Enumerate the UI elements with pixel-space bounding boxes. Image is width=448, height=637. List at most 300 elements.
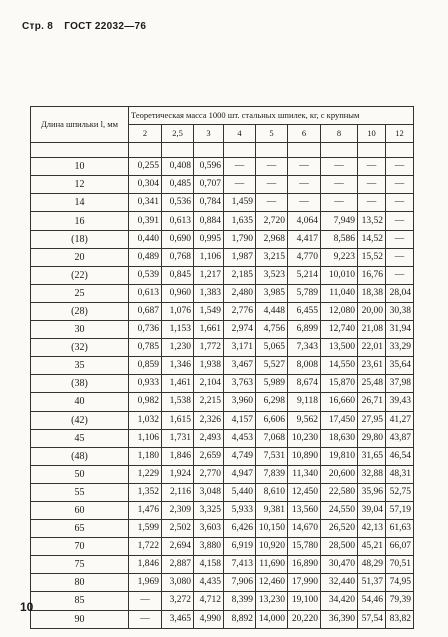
page-header (22, 21, 154, 32)
mass-cell: 4,448 (256, 302, 288, 320)
mass-cell: 1,538 (162, 393, 194, 411)
length-cell: 60 (31, 501, 129, 519)
mass-cell: 31,65 (358, 447, 386, 465)
mass-cell: 2,309 (162, 501, 194, 519)
mass-cell: 3,080 (162, 574, 194, 592)
table-row (31, 212, 414, 230)
mass-cell: 4,770 (288, 248, 321, 266)
table-row (31, 284, 414, 302)
mass-cell: 46,54 (386, 447, 414, 465)
mass-cell: 1,987 (224, 248, 256, 266)
mass-cell: 14,000 (256, 610, 288, 628)
table-row (31, 302, 414, 320)
mass-cell: 37,98 (386, 375, 414, 393)
mass-cell: — (321, 194, 358, 212)
mass-cell: 0,768 (162, 248, 194, 266)
table-row (31, 538, 414, 556)
mass-cell: 0,613 (162, 212, 194, 230)
mass-cell: 33,29 (386, 339, 414, 357)
mass-cell: 14,550 (321, 357, 358, 375)
mass-cell: 28,04 (386, 284, 414, 302)
mass-cell: 4,947 (224, 465, 256, 483)
mass-cell: 0,707 (194, 176, 224, 194)
mass-cell: — (386, 176, 414, 194)
mass-cell: 1,383 (194, 284, 224, 302)
mass-cell: 45,21 (358, 538, 386, 556)
mass-cell: 6,298 (256, 393, 288, 411)
mass-cell: 7,068 (256, 429, 288, 447)
mass-cell: 4,749 (224, 447, 256, 465)
mass-cell: 22,01 (358, 339, 386, 357)
mass-cell: 57,54 (358, 610, 386, 628)
mass-cell: 2,770 (194, 465, 224, 483)
mass-cell: 34,420 (321, 592, 358, 610)
mass-cell: 16,76 (358, 266, 386, 284)
mass-cell: 5,065 (256, 339, 288, 357)
mass-cell: 74,95 (386, 574, 414, 592)
mass-cell: — (256, 194, 288, 212)
mass-cell: 0,391 (129, 212, 162, 230)
mass-cell: 26,520 (321, 520, 358, 538)
mass-cell: — (129, 610, 162, 628)
mass-cell: 35,96 (358, 483, 386, 501)
mass-cell: 7,906 (224, 574, 256, 592)
table-body (31, 143, 414, 628)
mass-cell: 0,255 (129, 158, 162, 176)
mass-cell: 2,480 (224, 284, 256, 302)
diameter-header: 12 (386, 125, 414, 143)
length-cell: 45 (31, 429, 129, 447)
mass-cell: 8,674 (288, 375, 321, 393)
mass-cell: 1,106 (129, 429, 162, 447)
mass-cell: 61,63 (386, 520, 414, 538)
mass-cell: 1,076 (162, 302, 194, 320)
mass-cell: 3,603 (194, 520, 224, 538)
mass-cell: — (129, 592, 162, 610)
length-cell: 35 (31, 357, 129, 375)
mass-cell: 1,615 (162, 411, 194, 429)
mass-cell: 51,37 (358, 574, 386, 592)
mass-cell: 2,659 (194, 447, 224, 465)
page-label: Стр. 8 (22, 21, 54, 32)
mass-cell: 6,426 (224, 520, 256, 538)
mass-cell: 16,660 (321, 393, 358, 411)
mass-cell: 4,435 (194, 574, 224, 592)
page-number: 10 (20, 600, 34, 614)
mass-cell: 1,032 (129, 411, 162, 429)
mass-cell: 5,214 (288, 266, 321, 284)
mass-cell: 1,229 (129, 465, 162, 483)
mass-cell: 41,27 (386, 411, 414, 429)
table-row (31, 230, 414, 248)
mass-cell: 6,919 (224, 538, 256, 556)
mass-cell: 1,846 (129, 556, 162, 574)
mass-cell: — (358, 176, 386, 194)
mass-cell: 4,157 (224, 411, 256, 429)
mass-cell: — (358, 194, 386, 212)
mass-cell: 15,780 (288, 538, 321, 556)
length-cell: 85 (31, 592, 129, 610)
length-cell: 20 (31, 248, 129, 266)
mass-cell: 4,756 (256, 321, 288, 339)
mass-cell: 1,153 (162, 321, 194, 339)
mass-cell: 7,413 (224, 556, 256, 574)
table-row (31, 248, 414, 266)
mass-cell: 1,846 (162, 447, 194, 465)
mass-cell: 0,536 (162, 194, 194, 212)
mass-cell: 0,845 (162, 266, 194, 284)
mass-cell: — (224, 176, 256, 194)
mass-cell: 11,040 (321, 284, 358, 302)
length-cell: 14 (31, 194, 129, 212)
mass-cell: 0,933 (129, 375, 162, 393)
mass-cell: 17,450 (321, 411, 358, 429)
mass-cell: 12,740 (321, 321, 358, 339)
length-cell: 80 (31, 574, 129, 592)
mass-cell: 3,985 (256, 284, 288, 302)
mass-cell: — (386, 158, 414, 176)
length-cell: (32) (31, 339, 129, 357)
mass-cell: 2,493 (194, 429, 224, 447)
mass-cell: 2,974 (224, 321, 256, 339)
mass-cell: 10,920 (256, 538, 288, 556)
mass-cell: — (386, 194, 414, 212)
diameter-header: 8 (321, 125, 358, 143)
mass-cell: 1,352 (129, 483, 162, 501)
mass-cell: 3,215 (256, 248, 288, 266)
mass-cell: 28,500 (321, 538, 358, 556)
mass-cell: 1,924 (162, 465, 194, 483)
mass-cell: 66,07 (386, 538, 414, 556)
mass-cell: 0,485 (162, 176, 194, 194)
standard-code: ГОСТ 22032—76 (64, 21, 147, 32)
mass-cell: 0,785 (129, 339, 162, 357)
mass-cell: 1,461 (162, 375, 194, 393)
table-row (31, 483, 414, 501)
mass-cell: 79,39 (386, 592, 414, 610)
mass-cell: 0,960 (162, 284, 194, 302)
mass-cell: 27,95 (358, 411, 386, 429)
length-cell: 40 (31, 393, 129, 411)
mass-cell: 3,880 (194, 538, 224, 556)
mass-cell: 3,171 (224, 339, 256, 357)
mass-cell: 52,75 (386, 483, 414, 501)
length-cell: (22) (31, 266, 129, 284)
diameter-header: 10 (358, 125, 386, 143)
mass-cell: 26,71 (358, 393, 386, 411)
mass-cell: 2,968 (256, 230, 288, 248)
mass-cell: 31,94 (386, 321, 414, 339)
mass-cell: 1,790 (224, 230, 256, 248)
mass-cell: 20,600 (321, 465, 358, 483)
length-cell: 75 (31, 556, 129, 574)
mass-cell: 1,476 (129, 501, 162, 519)
mass-cell: 22,580 (321, 483, 358, 501)
mass-cell: 3,960 (224, 393, 256, 411)
mass-cell: — (386, 266, 414, 284)
mass-cell: 0,736 (129, 321, 162, 339)
mass-cell: 15,52 (358, 248, 386, 266)
length-cell: 25 (31, 284, 129, 302)
mass-cell: 3,763 (224, 375, 256, 393)
diameter-header: 4 (224, 125, 256, 143)
mass-cell: — (386, 230, 414, 248)
mass-cell: 0,596 (194, 158, 224, 176)
mass-cell: 43,87 (386, 429, 414, 447)
mass-cell: 57,19 (386, 501, 414, 519)
table-row (31, 501, 414, 519)
mass-cell: 2,116 (162, 483, 194, 501)
mass-cell: 36,390 (321, 610, 358, 628)
mass-cell: 1,346 (162, 357, 194, 375)
mass-cell: 8,610 (256, 483, 288, 501)
mass-cell: 19,100 (288, 592, 321, 610)
mass-cell: 39,04 (358, 501, 386, 519)
table-row (31, 556, 414, 574)
mass-cell: 2,185 (224, 266, 256, 284)
length-cell: 70 (31, 538, 129, 556)
mass-cell: 2,502 (162, 520, 194, 538)
mass-cell: 5,989 (256, 375, 288, 393)
mass-cell: 0,304 (129, 176, 162, 194)
mass-cell: 0,489 (129, 248, 162, 266)
mass-cell: 17,990 (288, 574, 321, 592)
mass-cell: 7,531 (256, 447, 288, 465)
mass-cell: 0,884 (194, 212, 224, 230)
table-row (31, 357, 414, 375)
mass-column-header: Теоретическая масса 1000 шт. стальных шпилек, кг, с крупным (129, 107, 414, 125)
mass-cell: 2,104 (194, 375, 224, 393)
mass-cell: 29,80 (358, 429, 386, 447)
mass-cell: 12,080 (321, 302, 358, 320)
mass-cell: 10,230 (288, 429, 321, 447)
mass-cell: 0,408 (162, 158, 194, 176)
table-row (31, 266, 414, 284)
mass-cell: 13,230 (256, 592, 288, 610)
mass-cell: 16,890 (288, 556, 321, 574)
mass-cell: 5,527 (256, 357, 288, 375)
mass-cell: 0,859 (129, 357, 162, 375)
mass-cell: 2,694 (162, 538, 194, 556)
table-row (31, 520, 414, 538)
table-row (31, 321, 414, 339)
mass-cell: 20,220 (288, 610, 321, 628)
length-cell: 90 (31, 610, 129, 628)
mass-cell: 4,453 (224, 429, 256, 447)
mass-cell: 1,230 (162, 339, 194, 357)
diameter-header: 5 (256, 125, 288, 143)
table-row (31, 447, 414, 465)
mass-cell: 7,949 (321, 212, 358, 230)
mass-cell: 1,635 (224, 212, 256, 230)
mass-cell: 1,217 (194, 266, 224, 284)
mass-cell: 20,00 (358, 302, 386, 320)
mass-cell: 0,613 (129, 284, 162, 302)
mass-cell: 39,43 (386, 393, 414, 411)
mass-cell: 1,180 (129, 447, 162, 465)
mass-cell: 15,870 (321, 375, 358, 393)
length-cell: (18) (31, 230, 129, 248)
mass-cell: 1,599 (129, 520, 162, 538)
table-row (31, 176, 414, 194)
mass-cell: 0,784 (194, 194, 224, 212)
diameter-header: 2 (129, 125, 162, 143)
mass-cell: 12,460 (256, 574, 288, 592)
table-row (31, 194, 414, 212)
mass-cell: 1,969 (129, 574, 162, 592)
mass-cell: 1,661 (194, 321, 224, 339)
length-cell: 55 (31, 483, 129, 501)
mass-cell: 1,938 (194, 357, 224, 375)
mass-cell: 0,440 (129, 230, 162, 248)
mass-cell: 1,106 (194, 248, 224, 266)
mass-cell: 10,150 (256, 520, 288, 538)
mass-cell: 4,712 (194, 592, 224, 610)
mass-cell: 6,606 (256, 411, 288, 429)
table-row (31, 158, 414, 176)
mass-cell: 7,343 (288, 339, 321, 357)
mass-cell: — (358, 158, 386, 176)
mass-cell: 4,158 (194, 556, 224, 574)
mass-cell: 1,731 (162, 429, 194, 447)
mass-cell: 48,31 (386, 465, 414, 483)
mass-cell: 54,46 (358, 592, 386, 610)
mass-cell: — (288, 194, 321, 212)
mass-cell: — (321, 158, 358, 176)
mass-cell: 13,52 (358, 212, 386, 230)
mass-cell: 14,52 (358, 230, 386, 248)
table-row (31, 574, 414, 592)
mass-cell: 9,223 (321, 248, 358, 266)
mass-cell: 8,008 (288, 357, 321, 375)
mass-cell: 3,048 (194, 483, 224, 501)
length-cell: (42) (31, 411, 129, 429)
mass-cell: 18,38 (358, 284, 386, 302)
table-row (31, 393, 414, 411)
mass-cell: 11,690 (256, 556, 288, 574)
length-cell: (48) (31, 447, 129, 465)
mass-cell: 4,990 (194, 610, 224, 628)
mass-cell: 83,82 (386, 610, 414, 628)
length-cell: 50 (31, 465, 129, 483)
mass-cell: 1,772 (194, 339, 224, 357)
mass-cell: 1,722 (129, 538, 162, 556)
mass-cell: 9,562 (288, 411, 321, 429)
mass-cell: 35,64 (386, 357, 414, 375)
mass-cell: 5,933 (224, 501, 256, 519)
mass-cell: 2,776 (224, 302, 256, 320)
diameter-header: 2,5 (162, 125, 194, 143)
mass-cell: — (256, 158, 288, 176)
mass-cell: 3,325 (194, 501, 224, 519)
mass-cell: 3,465 (162, 610, 194, 628)
mass-cell: 10,890 (288, 447, 321, 465)
mass-cell: 42,13 (358, 520, 386, 538)
mass-cell: 12,450 (288, 483, 321, 501)
mass-cell: 3,272 (162, 592, 194, 610)
mass-cell: 4,417 (288, 230, 321, 248)
mass-cell: 30,470 (321, 556, 358, 574)
mass-cell: 13,560 (288, 501, 321, 519)
table-row (31, 375, 414, 393)
mass-cell: — (224, 158, 256, 176)
length-cell: 30 (31, 321, 129, 339)
table-row (31, 465, 414, 483)
mass-cell: 0,690 (162, 230, 194, 248)
mass-cell: 1,549 (194, 302, 224, 320)
length-cell: (38) (31, 375, 129, 393)
mass-cell: 8,586 (321, 230, 358, 248)
table-row (31, 610, 414, 628)
table-row (31, 429, 414, 447)
length-cell: 12 (31, 176, 129, 194)
mass-cell: — (386, 212, 414, 230)
length-cell: 65 (31, 520, 129, 538)
length-cell: 16 (31, 212, 129, 230)
mass-cell: 7,839 (256, 465, 288, 483)
mass-cell: 4,064 (288, 212, 321, 230)
mass-cell: 3,467 (224, 357, 256, 375)
mass-cell: 24,550 (321, 501, 358, 519)
mass-cell: — (386, 248, 414, 266)
mass-cell: 2,720 (256, 212, 288, 230)
mass-cell: 11,340 (288, 465, 321, 483)
mass-cell: 6,455 (288, 302, 321, 320)
mass-cell: 2,326 (194, 411, 224, 429)
mass-cell: 21,08 (358, 321, 386, 339)
mass-cell: 8,399 (224, 592, 256, 610)
mass-cell: — (256, 176, 288, 194)
mass-cell: 32,88 (358, 465, 386, 483)
mass-cell: 19,810 (321, 447, 358, 465)
diameter-header: 6 (288, 125, 321, 143)
mass-cell: 30,38 (386, 302, 414, 320)
mass-cell: — (288, 176, 321, 194)
mass-cell: 18,630 (321, 429, 358, 447)
table-row (31, 411, 414, 429)
mass-cell: 1,459 (224, 194, 256, 212)
mass-cell: 13,500 (321, 339, 358, 357)
mass-cell: 3,523 (256, 266, 288, 284)
mass-cell: 2,887 (162, 556, 194, 574)
length-column-header: Длина шпильки l, мм (31, 107, 129, 143)
mass-cell: 9,381 (256, 501, 288, 519)
mass-cell: 0,341 (129, 194, 162, 212)
mass-table (30, 106, 414, 629)
length-cell: (28) (31, 302, 129, 320)
mass-cell: 6,899 (288, 321, 321, 339)
mass-cell: 0,687 (129, 302, 162, 320)
mass-cell: 5,440 (224, 483, 256, 501)
length-cell: 10 (31, 158, 129, 176)
mass-cell: 0,995 (194, 230, 224, 248)
mass-cell: 32,440 (321, 574, 358, 592)
spacer-row (31, 143, 414, 158)
mass-cell: 5,789 (288, 284, 321, 302)
mass-cell: 8,892 (224, 610, 256, 628)
mass-cell: 23,61 (358, 357, 386, 375)
mass-cell: 9,118 (288, 393, 321, 411)
mass-cell: 2,215 (194, 393, 224, 411)
mass-cell: 10,010 (321, 266, 358, 284)
table-row (31, 339, 414, 357)
mass-cell: — (321, 176, 358, 194)
mass-cell: 70,51 (386, 556, 414, 574)
diameter-header: 3 (194, 125, 224, 143)
mass-cell: 25,48 (358, 375, 386, 393)
mass-cell: — (288, 158, 321, 176)
table-row (31, 592, 414, 610)
